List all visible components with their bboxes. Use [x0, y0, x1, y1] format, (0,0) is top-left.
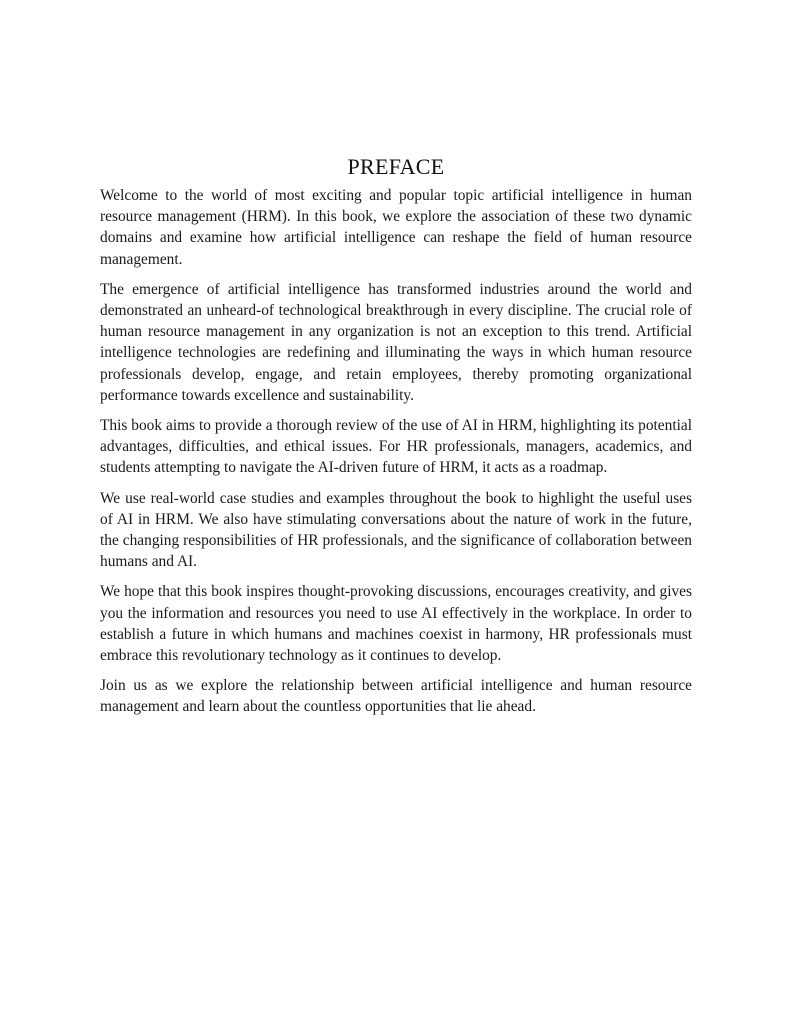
page-title: PREFACE [347, 154, 445, 179]
paragraph-6: Join us as we explore the relationship between artificial intelligence and human resource management and learn about the countless opportunities that lie ahead. [100, 677, 692, 716]
paragraph-4: We use real-world case studies and examples throughout the book to highlight the useful uses of AI in HRM. We also have stimulating conversations about the nature of work in the future, the changing responsibilities of HR professionals, and the significance of collaboration between humans and AI. [100, 489, 692, 571]
paragraph-5: We hope that this book inspires thought-provoking discussions, encourages creativity, and gives you the information and resources you need to use AI effectively in the workplace. In order to establish a future in which humans and machines coexist in harmony, HR professionals must embrace this revolutionary technology as it continues to develop. [100, 583, 692, 665]
paragraph-3: This book aims to provide a thorough review of the use of AI in HRM, highlighting its potential advantages, difficulties, and ethical issues. For HR professionals, managers, academics, and students attempting to navigate the AI-driven future of HRM, it acts as a roadmap. [100, 417, 692, 477]
paragraph-2: The emergence of artificial intelligence has transformed industries around the world and demonstrated an unheard-of technological breakthrough in every discipline. The crucial role of human resource management in any organization is not an exception to this trend. Artificial intelligence technologies are redefining and illuminating the ways in which human resource professionals develop, engage, and retain employees, thereby promoting organizational performance towards excellence and sustainability. [100, 280, 692, 404]
paragraph-1: Welcome to the world of most exciting and popular topic artificial intelligence in human resource management (HRM). In this book, we explore the association of these two dynamic domains and examine how artificial intelligence can reshape the field of human resource management. [100, 187, 692, 268]
preface-content [100, 153, 692, 727]
